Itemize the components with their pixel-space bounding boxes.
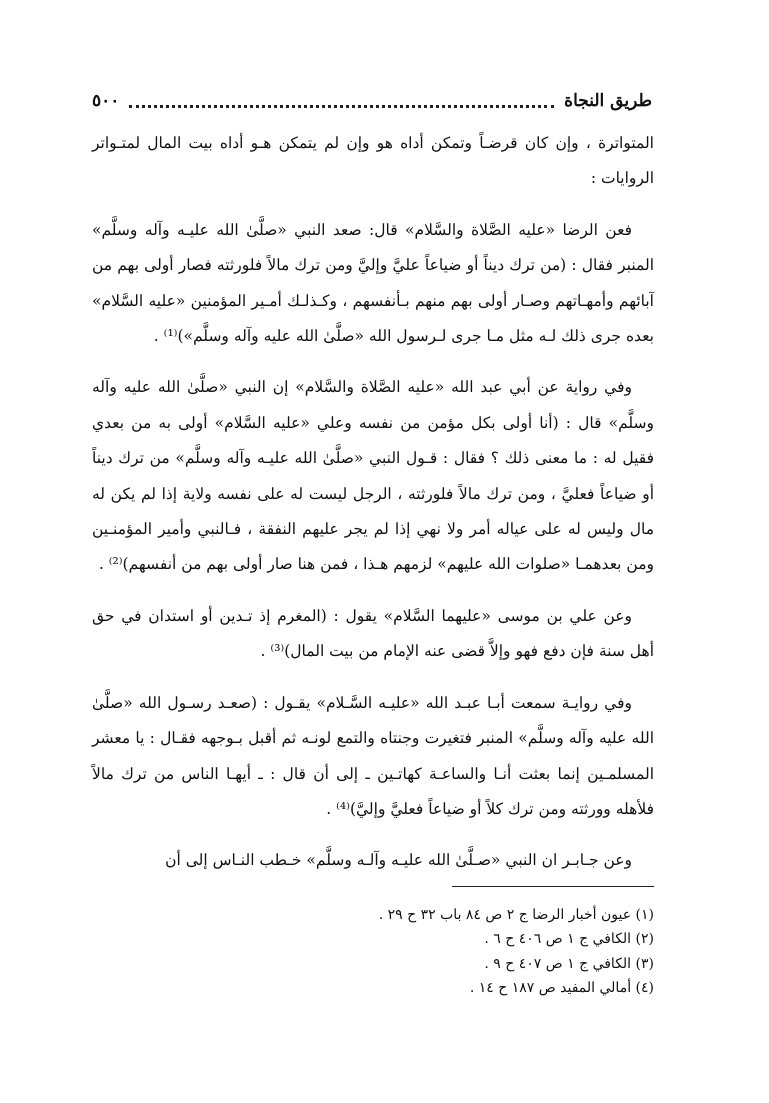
footnote: (١) عيون أخبار الرضا ج ٢ ص ٨٤ باب ٣٢ ح ٢٩ . <box>378 907 654 923</box>
running-title: طريق النجاة <box>564 91 652 111</box>
paragraph: فعن الرضا «عليه الصَّلاة والسَّلام» قال: صعد النبي «صلَّىٰ الله عليـه وآله وسلَّم» المنبر فقال : (من ترك ديناً أو ضياعاً عليَّ وإليَّ ومن ترك مالاً فلورثته فصار أولى بهم من آبائهم وأمهـاتهم وصـار أولى بهم منهم بـأنفسهم ، وكـذلـك أمـير المؤمنين «عليه السَّلام» بعده جرى ذلك لـه مثل مـا جرى لـرسول الله «صلَّىٰ الله عليه وآله وسلَّم»)⁽¹⁾ . <box>92 220 654 346</box>
paragraph: المتواترة ، وإن كان قرضـاً وتمكن أداه هو وإن لم يتمكن هـو أداه بيت المال لمتـواتر الروايات : <box>92 134 654 188</box>
paragraph: وفي رواية عن أبي عبد الله «عليه الصَّلاة والسَّلام» إن النبي «صلَّىٰ الله عليه وآله وسلَّم» قال : (أنا أولى بكل مؤمن من نفسه وعلي «عليه السَّلام» أولى به من بعدي فقيل له : ما معنى ذلك ؟ فقال : قـول النبي «صلَّىٰ الله عليـه وآله وسلَّم» من ترك ديناً أو ضياعاً فعليَّ ، ومن ترك مالاً فلورثته ، الرجل ليست له على نفسه ولاية إذا لم يكن له مال وليس له على عياله أمر ولا نهي إذا لم يجر عليهم النفقة ، فـالنبي وأمير المؤمنـين ومن بعدهمـا «صلوات الله عليهم» لزمهم هـذا ، فمن هنا صار أولى بهم من أنفسهم)⁽²⁾ . <box>92 378 654 574</box>
footnote: (٣) الكافي ج ١ ص ٤٠٧ ح ٩ . <box>484 955 654 972</box>
paragraph: وفي روايـة سمعت أبـا عبـد الله «عليـه السَّـلام» يقـول : (صعـد رسـول الله «صلَّىٰ الله عليه وآله وسلَّم» المنبر فتغيرت وجنتاه والتمع لونـه ثم أقبل بـوجهه فقـال : يا معشر المسلمـين إنما بعثت أنـا والساعـة كهاتـين ـ إلى أن قال : ـ أيهـا الناس من ترك مالاً فلأهله وورثته ومن ترك كلاً أو ضياعاً فعليَّ وإليَّ)⁽⁴⁾ . <box>92 693 654 818</box>
page-number: ٥٠٠ <box>92 91 120 111</box>
paragraph: وعن جـابـر ان النبي «صـلَّىٰ الله عليـه وآلـه وسلَّم» خـطب النـاس إلى أن <box>165 851 632 870</box>
footnote-separator <box>452 886 654 887</box>
paragraph: وعن علي بن موسى «عليهما السَّلام» يقول : (المغرم إذ تـدين أو استدان في حق أهل سنة فإن دفع فهو وإلاَّ قضى عنه الإمام من بيت المال)⁽³⁾ . <box>92 606 654 661</box>
footnote: (٤) أمالي المفيد ص ١٨٧ ح ١٤ . <box>469 979 654 996</box>
leader-dots <box>129 103 554 108</box>
footnotes <box>92 903 654 1000</box>
footnote: (٢) الكافي ج ١ ص ٤٠٦ ح ٦ . <box>484 931 654 948</box>
main-text <box>92 126 654 879</box>
running-header <box>92 88 652 114</box>
